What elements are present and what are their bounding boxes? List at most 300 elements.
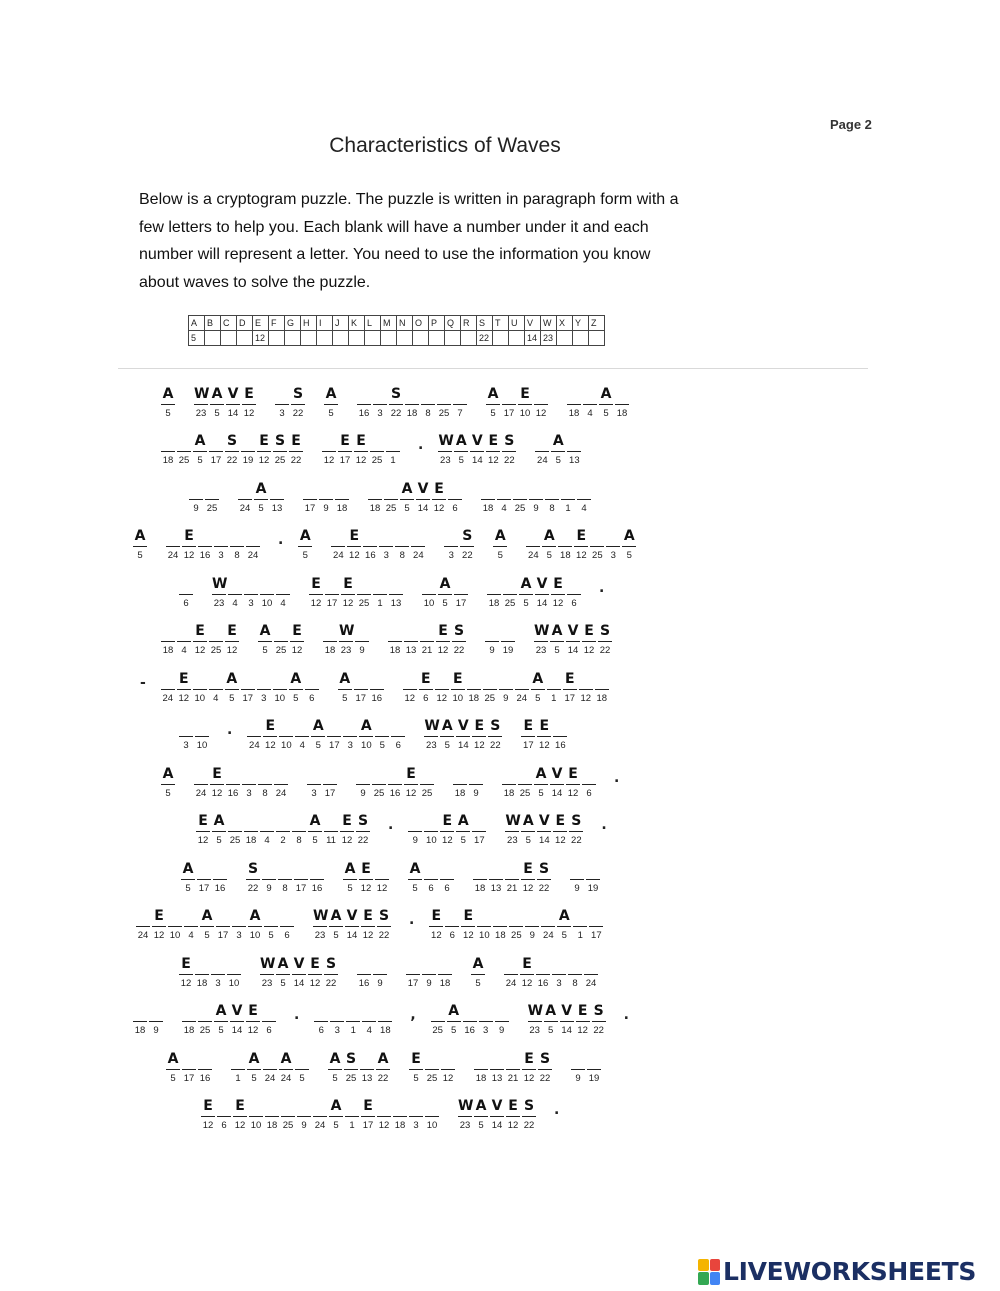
key-number-z[interactable] bbox=[589, 331, 605, 346]
letter-blank[interactable] bbox=[323, 764, 337, 785]
letter-blank[interactable] bbox=[258, 764, 272, 785]
letter-blank[interactable] bbox=[211, 954, 225, 975]
letter-blank[interactable] bbox=[343, 716, 357, 737]
letter-cell bbox=[253, 479, 269, 515]
letter-blank[interactable] bbox=[209, 431, 223, 452]
letter-blank[interactable] bbox=[278, 859, 292, 880]
letter-blank[interactable] bbox=[197, 859, 211, 880]
letter-blank[interactable] bbox=[404, 621, 418, 642]
letter-blank[interactable] bbox=[264, 906, 278, 927]
letter-blank[interactable] bbox=[504, 954, 518, 975]
letter-blank[interactable] bbox=[583, 384, 597, 405]
letter-blank[interactable] bbox=[354, 669, 368, 690]
letter-blank[interactable] bbox=[518, 764, 532, 785]
letter-blank[interactable] bbox=[209, 669, 223, 690]
punctuation: . bbox=[623, 1007, 629, 1023]
letter-blank[interactable] bbox=[386, 431, 400, 452]
letter-cell bbox=[451, 621, 467, 657]
key-number-f[interactable] bbox=[269, 331, 285, 346]
puzzle-line bbox=[0, 515, 1000, 563]
letter-blank[interactable] bbox=[161, 669, 175, 690]
key-number-t[interactable] bbox=[493, 331, 509, 346]
letter-blank[interactable] bbox=[238, 479, 252, 500]
letter-blank[interactable] bbox=[513, 479, 527, 500]
letter-blank[interactable] bbox=[463, 1001, 477, 1022]
letter-blank[interactable] bbox=[276, 811, 290, 832]
letter-blank[interactable] bbox=[295, 716, 309, 737]
given-letter: A bbox=[181, 859, 195, 880]
puzzle-line bbox=[0, 895, 1000, 943]
letter-blank[interactable] bbox=[567, 574, 581, 595]
letter-blank[interactable] bbox=[228, 811, 242, 832]
key-number-p[interactable] bbox=[429, 331, 445, 346]
letter-blank[interactable] bbox=[198, 1001, 212, 1022]
punctuation: . bbox=[614, 769, 620, 786]
letter-blank[interactable] bbox=[227, 954, 241, 975]
given-letter: E bbox=[210, 764, 224, 785]
cipher-number: 18 bbox=[134, 1025, 146, 1036]
letter-blank[interactable] bbox=[483, 669, 497, 690]
letter-blank[interactable] bbox=[595, 669, 609, 690]
letter-blank[interactable] bbox=[133, 1001, 147, 1022]
letter-blank[interactable] bbox=[395, 526, 409, 547]
letter-blank[interactable] bbox=[297, 1096, 311, 1117]
key-number-s[interactable]: 22 bbox=[477, 331, 493, 346]
letter-blank[interactable] bbox=[274, 621, 288, 642]
letter-blank[interactable] bbox=[547, 669, 561, 690]
letter-blank[interactable] bbox=[226, 764, 240, 785]
letter-blank[interactable] bbox=[424, 859, 438, 880]
key-letter-p: P bbox=[429, 316, 445, 331]
letter-blank[interactable] bbox=[567, 431, 581, 452]
letter-cell bbox=[296, 1096, 312, 1132]
letter-blank[interactable] bbox=[319, 479, 333, 500]
letter-blank[interactable] bbox=[184, 906, 198, 927]
key-number-a[interactable]: 5 bbox=[189, 331, 205, 346]
letter-blank[interactable] bbox=[331, 526, 345, 547]
key-number-e[interactable]: 12 bbox=[253, 331, 269, 346]
cipher-number: 5 bbox=[523, 597, 529, 609]
letter-cell bbox=[132, 526, 148, 562]
key-number-i[interactable] bbox=[317, 331, 333, 346]
cipher-number: 3 bbox=[610, 550, 616, 561]
letter-blank[interactable] bbox=[136, 906, 150, 927]
letter-blank[interactable] bbox=[231, 1049, 245, 1070]
letter-cell bbox=[503, 954, 519, 990]
letter-blank[interactable] bbox=[573, 906, 587, 927]
letter-blank[interactable] bbox=[257, 669, 271, 690]
letter-cell bbox=[436, 384, 452, 420]
letter-blank[interactable] bbox=[529, 479, 543, 500]
letter-cell bbox=[472, 859, 488, 895]
letter-blank[interactable] bbox=[370, 669, 384, 690]
letter-blank[interactable] bbox=[403, 669, 417, 690]
letter-blank[interactable] bbox=[373, 954, 387, 975]
key-number-x[interactable] bbox=[557, 331, 573, 346]
letter-blank[interactable] bbox=[322, 431, 336, 452]
letter-blank[interactable] bbox=[388, 764, 402, 785]
letter-blank[interactable] bbox=[502, 764, 516, 785]
letter-blank[interactable] bbox=[474, 1049, 488, 1070]
letter-blank[interactable] bbox=[495, 1001, 509, 1022]
letter-blank[interactable] bbox=[467, 669, 481, 690]
letter-blank[interactable] bbox=[391, 716, 405, 737]
letter-blank[interactable] bbox=[481, 479, 495, 500]
key-number-c[interactable] bbox=[221, 331, 237, 346]
cipher-key-table bbox=[188, 315, 605, 346]
letter-blank[interactable] bbox=[567, 384, 581, 405]
letter-cell bbox=[576, 479, 592, 515]
letter-blank[interactable] bbox=[244, 811, 258, 832]
letter-blank[interactable] bbox=[440, 859, 454, 880]
letter-blank[interactable] bbox=[230, 526, 244, 547]
letter-blank[interactable] bbox=[260, 811, 274, 832]
letter-cell bbox=[151, 906, 167, 942]
letter-blank[interactable] bbox=[378, 1001, 392, 1022]
letter-blank[interactable] bbox=[505, 859, 519, 880]
letter-blank[interactable] bbox=[149, 1001, 163, 1022]
letter-blank[interactable] bbox=[228, 574, 242, 595]
letter-blank[interactable] bbox=[405, 384, 419, 405]
letter-blank[interactable] bbox=[584, 954, 598, 975]
letter-blank[interactable] bbox=[453, 764, 467, 785]
letter-blank[interactable] bbox=[409, 1096, 423, 1117]
letter-blank[interactable] bbox=[363, 526, 377, 547]
letter-blank[interactable] bbox=[241, 669, 255, 690]
key-number-r[interactable] bbox=[461, 331, 477, 346]
letter-blank[interactable] bbox=[420, 764, 434, 785]
cipher-number: 14 bbox=[561, 1025, 572, 1036]
letter-blank[interactable] bbox=[373, 574, 387, 595]
letter-blank[interactable] bbox=[479, 1001, 493, 1022]
puzzle-word bbox=[421, 574, 469, 610]
letter-blank[interactable] bbox=[368, 479, 382, 500]
letter-blank[interactable] bbox=[244, 574, 258, 595]
letter-blank[interactable] bbox=[275, 384, 289, 405]
letter-blank[interactable] bbox=[570, 859, 584, 880]
letter-blank[interactable] bbox=[561, 479, 575, 500]
key-number-d[interactable] bbox=[237, 331, 253, 346]
letter-blank[interactable] bbox=[422, 574, 436, 595]
letter-blank[interactable] bbox=[444, 526, 458, 547]
letter-blank[interactable] bbox=[577, 479, 591, 500]
letter-blank[interactable] bbox=[205, 479, 219, 500]
letter-blank[interactable] bbox=[438, 954, 452, 975]
letter-blank[interactable] bbox=[280, 906, 294, 927]
letter-blank[interactable] bbox=[260, 574, 274, 595]
cipher-number: 10 bbox=[196, 740, 208, 751]
letter-blank[interactable] bbox=[525, 906, 539, 927]
letter-blank[interactable] bbox=[526, 526, 540, 547]
letter-cell bbox=[480, 479, 496, 515]
letter-blank[interactable] bbox=[262, 859, 276, 880]
letter-blank[interactable] bbox=[431, 1001, 445, 1022]
cipher-number: 25 bbox=[514, 502, 526, 514]
letter-blank[interactable] bbox=[357, 954, 371, 975]
letter-blank[interactable] bbox=[357, 574, 371, 595]
letter-blank[interactable] bbox=[198, 1049, 212, 1070]
letter-blank[interactable] bbox=[194, 764, 208, 785]
given-letter: E bbox=[472, 716, 486, 737]
letter-blank[interactable] bbox=[246, 526, 260, 547]
letter-blank[interactable] bbox=[242, 764, 256, 785]
key-number-g[interactable] bbox=[285, 331, 301, 346]
letter-blank[interactable] bbox=[198, 526, 212, 547]
key-number-h[interactable] bbox=[301, 331, 317, 346]
cipher-number: 12 bbox=[197, 835, 209, 846]
letter-blank[interactable] bbox=[216, 906, 230, 927]
letter-cell bbox=[243, 574, 259, 610]
cipher-number: 5 bbox=[478, 1120, 484, 1131]
letter-blank[interactable] bbox=[375, 716, 389, 737]
letter-blank[interactable] bbox=[273, 669, 287, 690]
letter-cell bbox=[486, 574, 502, 610]
letter-blank[interactable] bbox=[335, 479, 349, 500]
letter-blank[interactable] bbox=[276, 574, 290, 595]
letter-blank[interactable] bbox=[421, 384, 435, 405]
letter-blank[interactable] bbox=[435, 669, 449, 690]
letter-blank[interactable] bbox=[356, 764, 370, 785]
letter-blank[interactable] bbox=[346, 1001, 360, 1022]
letter-blank[interactable] bbox=[182, 1001, 196, 1022]
letter-blank[interactable] bbox=[263, 1049, 277, 1070]
letter-blank[interactable] bbox=[425, 1049, 439, 1070]
key-number-m[interactable] bbox=[381, 331, 397, 346]
letter-blank[interactable] bbox=[587, 1049, 601, 1070]
letter-blank[interactable] bbox=[558, 526, 572, 547]
letter-blank[interactable] bbox=[445, 906, 459, 927]
letter-blank[interactable] bbox=[502, 384, 516, 405]
letter-blank[interactable] bbox=[279, 716, 293, 737]
letter-blank[interactable] bbox=[262, 1001, 276, 1022]
letter-blank[interactable] bbox=[509, 906, 523, 927]
letter-cell bbox=[345, 1001, 361, 1037]
letter-blank[interactable] bbox=[324, 811, 338, 832]
puzzle-word bbox=[327, 1049, 391, 1085]
letter-blank[interactable] bbox=[357, 384, 371, 405]
cipher-number: 5 bbox=[333, 1120, 339, 1131]
letter-blank[interactable] bbox=[213, 859, 227, 880]
letter-blank[interactable] bbox=[294, 859, 308, 880]
cipher-number: 4 bbox=[501, 502, 507, 514]
letter-blank[interactable] bbox=[295, 1049, 309, 1070]
letter-blank[interactable] bbox=[487, 574, 501, 595]
letter-blank[interactable] bbox=[473, 859, 487, 880]
letter-blank[interactable] bbox=[168, 906, 182, 927]
letter-blank[interactable] bbox=[305, 669, 319, 690]
letter-blank[interactable] bbox=[589, 906, 603, 927]
letter-blank[interactable] bbox=[274, 764, 288, 785]
key-number-u[interactable] bbox=[509, 331, 525, 346]
letter-blank[interactable] bbox=[193, 669, 207, 690]
puzzle-line bbox=[0, 1037, 1000, 1085]
cipher-number: 5 bbox=[218, 1025, 224, 1036]
letter-blank[interactable] bbox=[411, 526, 425, 547]
letter-blank[interactable] bbox=[534, 384, 548, 405]
letter-blank[interactable] bbox=[384, 479, 398, 500]
letter-blank[interactable] bbox=[303, 479, 317, 500]
letter-blank[interactable] bbox=[179, 716, 193, 737]
letter-blank[interactable] bbox=[370, 431, 384, 452]
letter-blank[interactable] bbox=[345, 1096, 359, 1117]
letter-blank[interactable] bbox=[489, 859, 503, 880]
letter-blank[interactable] bbox=[323, 621, 337, 642]
given-letter: A bbox=[471, 954, 485, 975]
letter-blank[interactable] bbox=[406, 954, 420, 975]
letter-blank[interactable] bbox=[166, 526, 180, 547]
puzzle-word bbox=[484, 621, 516, 657]
letter-blank[interactable] bbox=[535, 431, 549, 452]
letter-blank[interactable] bbox=[393, 1096, 407, 1117]
letter-blank[interactable] bbox=[568, 954, 582, 975]
key-number-w[interactable]: 23 bbox=[541, 331, 557, 346]
letter-blank[interactable] bbox=[310, 859, 324, 880]
letter-blank[interactable] bbox=[420, 621, 434, 642]
letter-blank[interactable] bbox=[506, 1049, 520, 1070]
letter-blank[interactable] bbox=[195, 954, 209, 975]
letter-blank[interactable] bbox=[552, 954, 566, 975]
letter-blank[interactable] bbox=[270, 479, 284, 500]
letter-blank[interactable] bbox=[327, 716, 341, 737]
key-letter-n: N bbox=[397, 316, 413, 331]
letter-blank[interactable] bbox=[490, 1049, 504, 1070]
letter-blank[interactable] bbox=[209, 621, 223, 642]
letter-blank[interactable] bbox=[499, 669, 513, 690]
letter-blank[interactable] bbox=[355, 621, 369, 642]
letter-blank[interactable] bbox=[586, 859, 600, 880]
letter-blank[interactable] bbox=[177, 431, 191, 452]
cipher-number: 24 bbox=[516, 692, 528, 704]
letter-blank[interactable] bbox=[379, 526, 393, 547]
cipher-number: 16 bbox=[358, 407, 370, 419]
letter-blank[interactable] bbox=[214, 526, 228, 547]
letter-blank[interactable] bbox=[477, 906, 491, 927]
letter-cell bbox=[501, 764, 517, 800]
letter-blank[interactable] bbox=[424, 811, 438, 832]
letter-blank[interactable] bbox=[437, 384, 451, 405]
letter-blank[interactable] bbox=[161, 431, 175, 452]
letter-cell bbox=[457, 1096, 473, 1132]
letter-cell bbox=[404, 384, 420, 420]
letter-blank[interactable] bbox=[247, 716, 261, 737]
letter-blank[interactable] bbox=[582, 764, 596, 785]
letter-blank[interactable] bbox=[454, 574, 468, 595]
cipher-number: 22 bbox=[523, 1120, 535, 1131]
given-letter: E bbox=[461, 906, 475, 927]
letter-blank[interactable] bbox=[388, 621, 402, 642]
letter-blank[interactable] bbox=[579, 669, 593, 690]
letter-blank[interactable] bbox=[360, 1049, 374, 1070]
cipher-number: 14 bbox=[491, 1120, 503, 1131]
letter-blank[interactable] bbox=[422, 954, 436, 975]
given-letter: A bbox=[534, 764, 548, 785]
puzzle-word bbox=[274, 384, 306, 420]
key-number-n[interactable] bbox=[397, 331, 413, 346]
key-number-k[interactable] bbox=[349, 331, 365, 346]
letter-blank[interactable] bbox=[249, 1096, 263, 1117]
cipher-number: 12 bbox=[355, 455, 367, 466]
cipher-number: 23 bbox=[340, 645, 352, 656]
letter-blank[interactable] bbox=[281, 1096, 295, 1117]
letter-cell bbox=[470, 954, 486, 990]
letter-blank[interactable] bbox=[362, 1001, 376, 1022]
letter-cell bbox=[591, 1001, 607, 1037]
letter-blank[interactable] bbox=[375, 859, 389, 880]
letter-blank[interactable] bbox=[453, 384, 467, 405]
key-number-b[interactable] bbox=[205, 331, 221, 346]
key-number-o[interactable] bbox=[413, 331, 429, 346]
letter-blank[interactable] bbox=[615, 384, 629, 405]
key-number-q[interactable] bbox=[445, 331, 461, 346]
given-letter: W bbox=[339, 621, 353, 642]
letter-cell bbox=[492, 906, 508, 942]
letter-blank[interactable] bbox=[571, 1049, 585, 1070]
letter-blank[interactable] bbox=[441, 1049, 455, 1070]
cipher-number: 22 bbox=[490, 740, 501, 751]
letter-blank[interactable] bbox=[606, 526, 620, 547]
letter-blank[interactable] bbox=[545, 479, 559, 500]
cipher-number: 12 bbox=[342, 597, 354, 609]
letter-blank[interactable] bbox=[373, 384, 387, 405]
letter-blank[interactable] bbox=[330, 1001, 344, 1022]
key-number-j[interactable] bbox=[333, 331, 349, 346]
letter-blank[interactable] bbox=[314, 1001, 328, 1022]
letter-blank[interactable] bbox=[485, 621, 499, 642]
letter-blank[interactable] bbox=[372, 764, 386, 785]
letter-blank[interactable] bbox=[553, 716, 567, 737]
letter-cell bbox=[578, 669, 594, 705]
letter-blank[interactable] bbox=[501, 621, 515, 642]
letter-blank[interactable] bbox=[265, 1096, 279, 1117]
letter-blank[interactable] bbox=[292, 811, 306, 832]
letter-blank[interactable] bbox=[408, 811, 422, 832]
letter-blank[interactable] bbox=[182, 1049, 196, 1070]
letter-blank[interactable] bbox=[469, 764, 483, 785]
letter-blank[interactable] bbox=[325, 574, 339, 595]
letter-blank[interactable] bbox=[536, 954, 550, 975]
letter-blank[interactable] bbox=[493, 906, 507, 927]
letter-blank[interactable] bbox=[472, 811, 486, 832]
letter-blank[interactable] bbox=[377, 1096, 391, 1117]
key-number-v[interactable]: 14 bbox=[525, 331, 541, 346]
given-letter: A bbox=[247, 1049, 261, 1070]
letter-blank[interactable] bbox=[503, 574, 517, 595]
letter-blank[interactable] bbox=[161, 621, 175, 642]
letter-blank[interactable] bbox=[425, 1096, 439, 1117]
puzzle-word bbox=[503, 954, 599, 990]
letter-blank[interactable] bbox=[515, 669, 529, 690]
letter-cell bbox=[358, 859, 374, 895]
letter-blank[interactable] bbox=[177, 621, 191, 642]
letter-blank[interactable] bbox=[241, 431, 255, 452]
letter-blank[interactable] bbox=[389, 574, 403, 595]
letter-blank[interactable] bbox=[590, 526, 604, 547]
letter-blank[interactable] bbox=[541, 906, 555, 927]
letter-cell bbox=[210, 954, 226, 990]
letter-blank[interactable] bbox=[448, 479, 462, 500]
letter-blank[interactable] bbox=[232, 906, 246, 927]
letter-blank[interactable] bbox=[313, 1096, 327, 1117]
letter-blank[interactable] bbox=[189, 479, 203, 500]
letter-blank[interactable] bbox=[217, 1096, 231, 1117]
letter-blank[interactable] bbox=[179, 574, 193, 595]
letter-blank[interactable] bbox=[497, 479, 511, 500]
letter-blank[interactable] bbox=[195, 716, 209, 737]
key-number-y[interactable] bbox=[573, 331, 589, 346]
key-number-l[interactable] bbox=[365, 331, 381, 346]
cipher-number: 6 bbox=[571, 597, 577, 609]
letter-blank[interactable] bbox=[307, 764, 321, 785]
